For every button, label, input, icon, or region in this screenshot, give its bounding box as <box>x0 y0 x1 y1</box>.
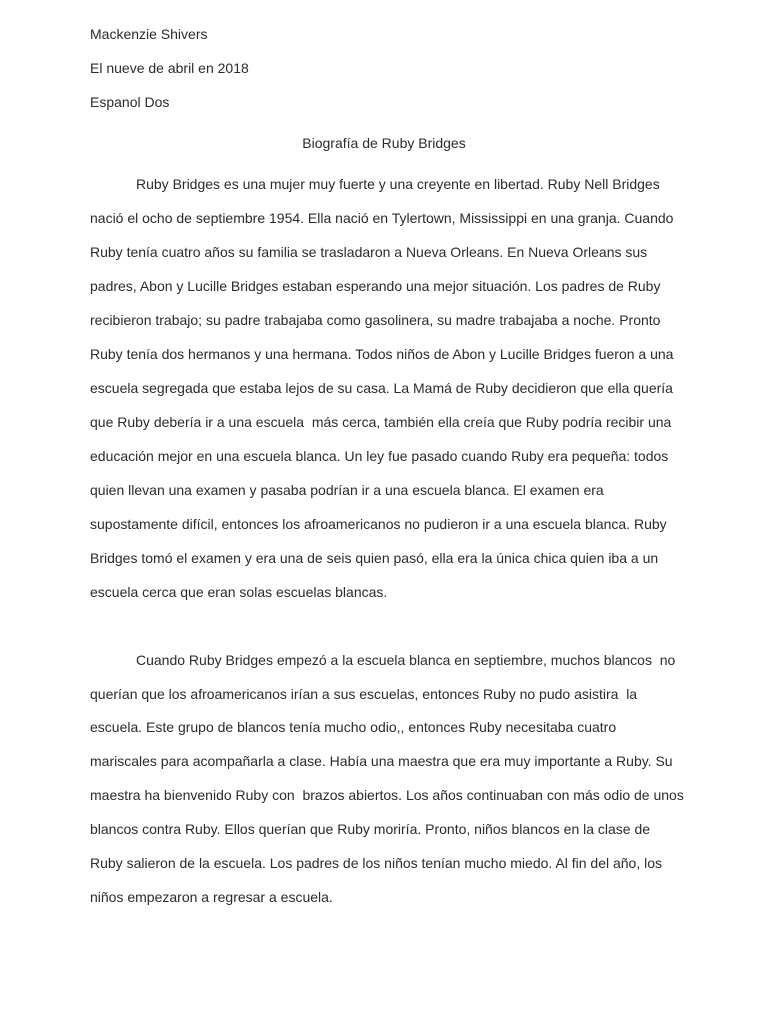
paragraph-line: supostamente difícil, entonces los afroamericanos no pudieron ir a una escuela blanca. Ruby <box>90 516 667 532</box>
paragraph-line: Cuando Ruby Bridges empezó a la escuela blanca en septiembre, muchos blancos no <box>136 652 676 668</box>
course-name: Espanol Dos <box>90 94 170 110</box>
author-name: Mackenzie Shivers <box>90 26 208 42</box>
paragraph-line: Ruby tenía cuatro años su familia se trasladaron a Nueva Orleans. En Nueva Orleans sus <box>90 244 648 260</box>
paragraph-line: Bridges tomó el examen y era una de seis quien pasó, ella era la única chica quien iba a un <box>90 550 659 566</box>
paragraph-line: Ruby Bridges es una mujer muy fuerte y una creyente en libertad. Ruby Nell Bridges <box>136 176 660 192</box>
paragraph-line: mariscales para acompañarla a clase. Había una maestra que era muy importante a Ruby. Su <box>90 753 673 769</box>
paragraph-line: padres, Abon y Lucille Bridges estaban esperando una mejor situación. Los padres de Ruby <box>90 278 661 294</box>
paragraph-line: quien llevan una examen y pasaba podrían ir a una escuela blanca. El examen era <box>90 482 604 498</box>
paragraph-line: niños empezaron a regresar a escuela. <box>90 889 333 905</box>
document-date: El nueve de abril en 2018 <box>90 60 249 76</box>
paragraph-line: maestra ha bienvenido Ruby con brazos abiertos. Los años continuaban con más odio de unos <box>90 787 684 803</box>
paragraph-line: escuela. Este grupo de blancos tenía mucho odio,, entonces Ruby necesitaba cuatro <box>90 719 617 735</box>
paragraph-line: educación mejor en una escuela blanca. Un ley fue pasado cuando Ruby era pequeña: todos <box>90 448 669 464</box>
paragraph-line: Ruby salieron de la escuela. Los padres de los niños tenían mucho miedo. Al fin del año, los <box>90 855 663 871</box>
paragraph-line: Ruby tenía dos hermanos y una hermana. Todos niños de Abon y Lucille Bridges fueron a una <box>90 346 674 362</box>
paragraph-line: recibieron trabajo; su padre trabajaba como gasolinera, su madre trabajaba a noche. Pronto <box>90 312 661 328</box>
paragraph-line: escuela segregada que estaba lejos de su casa. La Mamá de Ruby decidieron que ella quería <box>90 380 673 396</box>
paragraph-line: blancos contra Ruby. Ellos querían que Ruby moriría. Pronto, niños blancos en la clase de <box>90 821 651 837</box>
paragraph-line: que Ruby debería ir a una escuela más cerca, también ella creía que Ruby podría recibir una <box>90 414 672 430</box>
paragraph-line: escuela cerca que eran solas escuelas blancas. <box>90 584 388 600</box>
document-title: Biografía de Ruby Bridges <box>302 135 466 151</box>
paragraph-line: querían que los afroamericanos irían a sus escuelas, entonces Ruby no pudo asistira la <box>90 686 638 702</box>
paragraph-line: nació el ocho de septiembre 1954. Ella nació en Tylertown, Mississippi en una granja. Cuando <box>90 210 674 226</box>
